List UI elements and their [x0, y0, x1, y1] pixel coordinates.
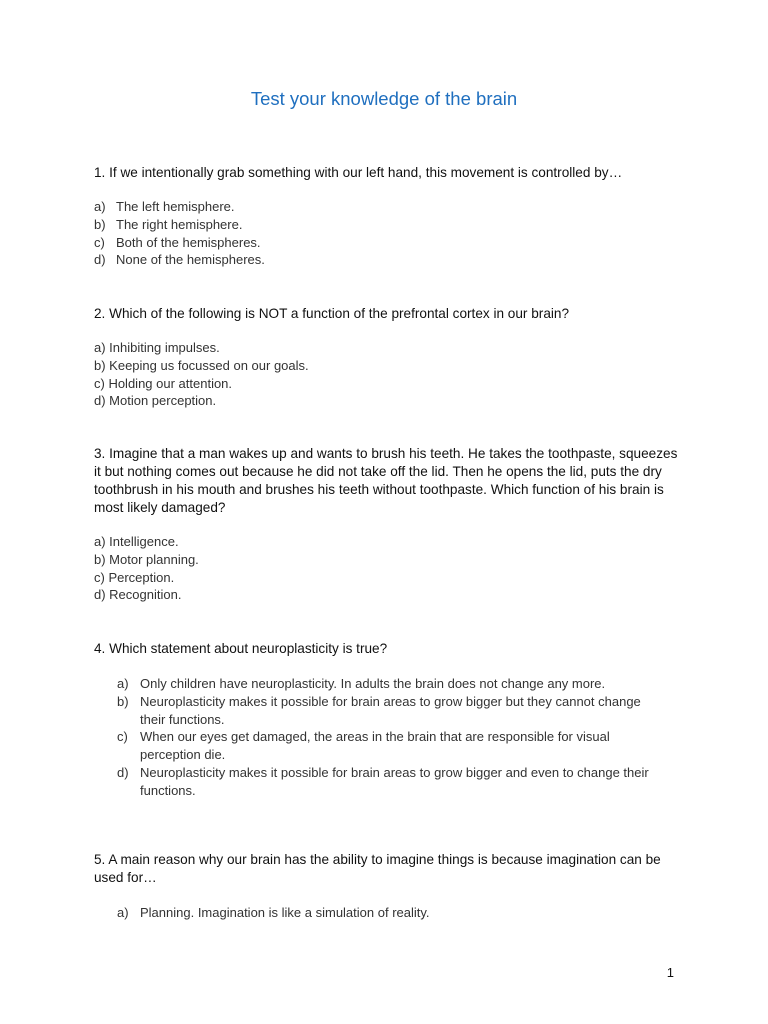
option-text: Neuroplasticity makes it possible for brain areas to grow bigger but they cannot change their functions.: [140, 693, 641, 727]
option-letter: d): [94, 252, 106, 268]
option-text: Planning. Imagination is like a simulation of reality.: [140, 905, 430, 920]
question-3-option-d: d) Recognition.: [94, 587, 182, 603]
question-2-option-c: c) Holding our attention.: [94, 375, 233, 391]
option-text: When our eyes get damaged, the areas in the brain that are responsible for visual perception die.: [140, 729, 610, 763]
question-4-option-a: [117, 675, 657, 693]
option-letter: b): [94, 216, 106, 232]
question-4-option-d: [117, 764, 657, 800]
option-text: Only children have neuroplasticity. In adults the brain does not change any more.: [140, 676, 606, 691]
question-5-option-a: [117, 904, 657, 922]
option-text: Neuroplasticity makes it possible for brain areas to grow bigger and even to change their functions.: [140, 764, 649, 798]
question-2-option-d: d) Motion perception.: [94, 393, 217, 409]
page-title: Test your knowledge of the brain: [250, 88, 518, 109]
option-letter: a): [117, 905, 129, 920]
question-1-options: [94, 198, 684, 269]
question-3-option-b: b) Motor planning.: [94, 551, 199, 567]
option-letter: c): [94, 234, 105, 250]
option-letter: c): [117, 729, 128, 745]
question-4-option-b: [117, 693, 657, 729]
question-4-options: [117, 675, 657, 800]
question-1-option-b: [94, 216, 684, 234]
question-2-options: [94, 339, 684, 410]
option-letter: a): [117, 676, 129, 691]
option-text: The right hemisphere.: [116, 216, 243, 232]
option-letter: b): [117, 693, 129, 709]
option-text: None of the hemispheres.: [116, 252, 265, 268]
question-2-text: 2. Which of the following is NOT a function of the prefrontal cortex in our brain?: [94, 306, 570, 321]
option-text: The left hemisphere.: [116, 199, 235, 214]
question-1-option-d: [94, 251, 684, 269]
question-5-text: 5. A main reason why our brain has the ability to imagine things is because imagination can be used for…: [94, 852, 661, 885]
question-1-option-a: [94, 198, 684, 216]
question-3-text: 3. Imagine that a man wakes up and wants to brush his teeth. He takes the toothpaste, squeezes it but nothing comes out because he did not take off the lid. Then he opens the lid, puts the dry toothbrush in his mouth and brushes his teeth without toothpaste. Which function of his brain is most likely damaged?: [94, 446, 678, 515]
option-letter: a): [94, 199, 106, 214]
question-3-option-a: a) Intelligence.: [94, 534, 179, 549]
question-4-text: 4. Which statement about neuroplasticity is true?: [94, 641, 388, 656]
question-5-options: [117, 904, 657, 922]
question-3-option-c: c) Perception.: [94, 569, 175, 585]
question-2-option-b: b) Keeping us focussed on our goals.: [94, 357, 309, 373]
option-text: Both of the hemispheres.: [116, 234, 261, 250]
question-1-text: 1. If we intentionally grab something with our left hand, this movement is controlled by…: [94, 165, 623, 180]
option-letter: d): [117, 764, 129, 780]
question-3-options: [94, 533, 684, 604]
page-number: 1: [666, 965, 674, 980]
question-4-option-c: [117, 728, 657, 764]
question-2-option-a: a) Inhibiting impulses.: [94, 340, 220, 355]
question-1-option-c: [94, 234, 684, 252]
